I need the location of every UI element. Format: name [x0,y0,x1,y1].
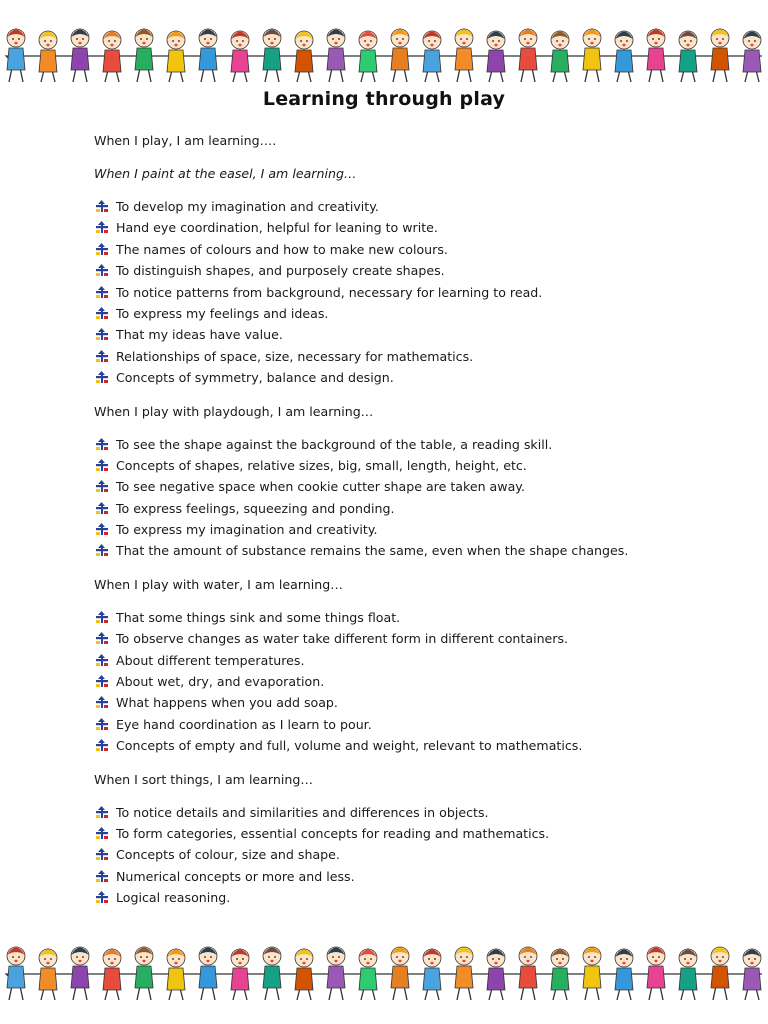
arrow-bullet-icon [96,438,108,450]
list-item-text: Eye hand coordination as I learn to pour. [116,716,372,732]
list-item [94,434,734,455]
arrow-bullet-icon [96,523,108,535]
list-item [94,367,734,388]
list-item [94,498,734,519]
list-item-text: To see negative space when cookie cutter shape are taken away. [116,479,525,495]
bullet-list [94,607,734,757]
arrow-bullet-icon [96,480,108,492]
list-item-text: The names of colours and how to make new colours. [116,241,448,257]
list-item-text: Logical reasoning. [116,890,231,906]
arrow-bullet-icon [96,243,108,255]
list-item-text: Concepts of empty and full, volume and weight, relevant to mathematics. [116,738,583,754]
section-heading: When I play with playdough, I am learning… [94,403,374,419]
arrow-bullet-icon [96,611,108,623]
bullet-list [94,196,734,389]
list-item-text: About wet, dry, and evaporation. [116,674,325,690]
arrow-bullet-icon [96,806,108,818]
list-item [94,455,734,476]
list-item [94,519,734,540]
list-item [94,628,734,649]
children-holding-hands-icon [0,936,768,1006]
list-item-text: To observe changes as water take different form in different containers. [116,631,569,647]
arrow-bullet-icon [96,739,108,751]
list-item [94,735,734,756]
list-item-text: Numerical concepts or more and less. [116,868,355,884]
list-item-text: About different temperatures. [116,652,305,668]
list-item-text: To see the shape against the background of the table, a reading skill. [116,436,553,452]
document-body [94,130,734,909]
section-heading: When I sort things, I am learning… [94,771,313,787]
list-item [94,196,734,217]
arrow-bullet-icon [96,459,108,471]
list-item-text: To develop my imagination and creativity. [116,199,379,214]
arrow-bullet-icon [96,848,108,860]
list-item-text: To notice patterns from background, necessary for learning to read. [116,284,543,300]
arrow-bullet-icon [96,328,108,340]
list-item-text: That my ideas have value. [116,327,283,343]
list-item-text: To form categories, essential concepts for reading and mathematics. [116,825,550,841]
list-item [94,282,734,303]
list-item [94,650,734,671]
arrow-bullet-icon [96,870,108,882]
arrow-bullet-icon [96,221,108,233]
list-item [94,324,734,345]
list-item [94,260,734,281]
bullet-list [94,434,734,562]
list-item [94,346,734,367]
list-item [94,823,734,844]
list-item [94,844,734,865]
intro-line: When I play, I am learning…. [94,133,277,148]
list-item [94,303,734,324]
arrow-bullet-icon [96,350,108,362]
section-heading: When I paint at the easel, I am learning… [94,166,357,181]
list-item [94,239,734,260]
sections-container [94,163,734,909]
list-item [94,607,734,628]
arrow-bullet-icon [96,827,108,839]
list-item-text: Hand eye coordination, helpful for leaning to write. [116,220,438,236]
list-item-text: What happens when you add soap. [116,695,338,711]
children-holding-hands-icon [0,18,768,88]
arrow-bullet-icon [96,307,108,319]
list-item-text: Concepts of shapes, relative sizes, big, small, length, height, etc. [116,457,527,473]
list-item [94,714,734,735]
list-item-text: To express my imagination and creativity. [116,522,378,538]
list-item-text: To express feelings, squeezing and ponding. [116,500,395,516]
arrow-bullet-icon [96,891,108,903]
arrow-bullet-icon [96,502,108,514]
list-item-text: That some things sink and some things float. [116,609,401,625]
arrow-bullet-icon [96,696,108,708]
arrow-bullet-icon [96,632,108,644]
list-item [94,887,734,908]
top-children-border [0,18,768,88]
page-title: Learning through play [262,88,506,110]
list-item-text: To notice details and similarities and differences in objects. [116,804,489,820]
list-item [94,671,734,692]
arrow-bullet-icon [96,371,108,383]
arrow-bullet-icon [96,200,108,212]
arrow-bullet-icon [96,675,108,687]
list-item [94,217,734,238]
list-item-text: Relationships of space, size, necessary for mathematics. [116,348,474,364]
bullet-list [94,802,734,909]
arrow-bullet-icon [96,264,108,276]
list-item [94,802,734,823]
list-item [94,692,734,713]
list-item-text: To distinguish shapes, and purposely create shapes. [116,263,445,279]
bottom-children-border [0,936,768,1006]
list-item [94,476,734,497]
list-item-text: Concepts of colour, size and shape. [116,847,340,863]
arrow-bullet-icon [96,286,108,298]
list-item [94,540,734,561]
arrow-bullet-icon [96,718,108,730]
list-item-text: To express my feelings and ideas. [116,305,329,321]
list-item [94,866,734,887]
list-item-text: Concepts of symmetry, balance and design. [116,370,394,386]
arrow-bullet-icon [96,544,108,556]
section-heading: When I play with water, I am learning… [94,576,343,592]
arrow-bullet-icon [96,654,108,666]
list-item-text: That the amount of substance remains the same, even when the shape changes. [116,543,629,559]
